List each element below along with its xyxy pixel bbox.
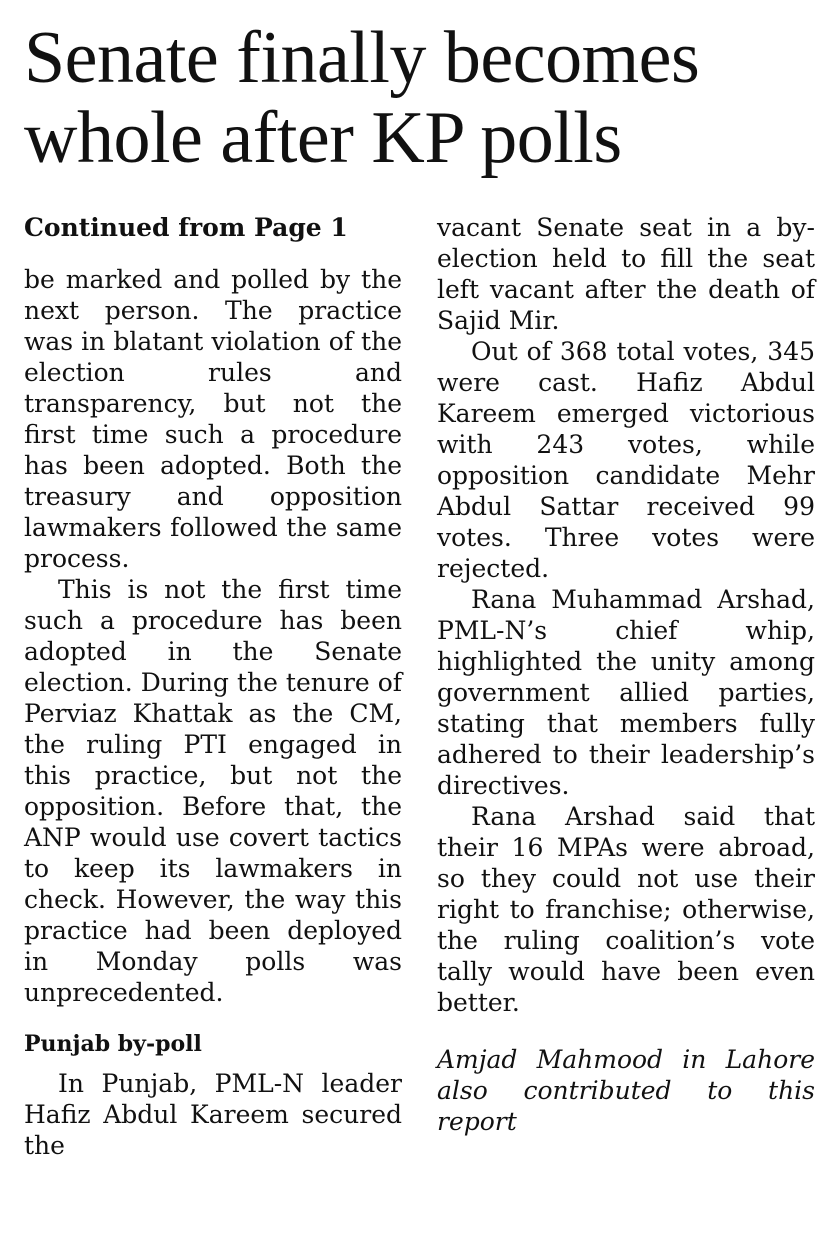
body-paragraph: Out of 368 total votes, 345 were cast. Hafiz Abdul Kareem emerged victorious with 243 votes, while opposition candidate Mehr Abdul Sattar received 99 votes. Three votes were rejected.: [437, 337, 815, 583]
headline: Senate finally becomes whole after KP polls: [24, 17, 700, 179]
body-paragraph: Rana Arshad said that their 16 MPAs were abroad, so they could not use their right to franchise; otherwise, the ruling coalition’s vote tally would have been even better.: [437, 802, 815, 1017]
body-paragraph: In Punjab, PML-N leader Hafiz Abdul Kareem secured the: [24, 1069, 402, 1160]
section-subhead: Punjab by-poll: [24, 1031, 202, 1057]
contributor-credit: Amjad Mahmood in Lahore also contributed to this report: [437, 1045, 815, 1136]
body-paragraph: vacant Senate seat in a by-election held to fill the seat left vacant after the death of Sajid Mir.: [437, 213, 815, 335]
body-paragraph: be marked and polled by the next person. The practice was in blatant violation of the election rules and transparency, but not the first time such a procedure has been adopted. Both the treasury and opposition lawmakers followed the same process.: [24, 265, 402, 573]
right-column: [437, 212, 815, 1137]
body-paragraph: Rana Muhammad Arshad, PML-N’s chief whip, highlighted the unity among government allied parties, stating that members fully adhered to their leadership’s directives.: [437, 585, 815, 800]
left-column: [24, 212, 402, 1161]
continued-label: Continued from Page 1: [24, 213, 348, 242]
body-paragraph: This is not the first time such a procedure has been adopted in the Senate election. During the tenure of Perviaz Khattak as the CM, the ruling PTI engaged in this practice, but not the opposition. Before that, the ANP would use covert tactics to keep its lawmakers in check. However, the way this practice had been deployed in Monday polls was unprecedented.: [24, 575, 402, 1007]
